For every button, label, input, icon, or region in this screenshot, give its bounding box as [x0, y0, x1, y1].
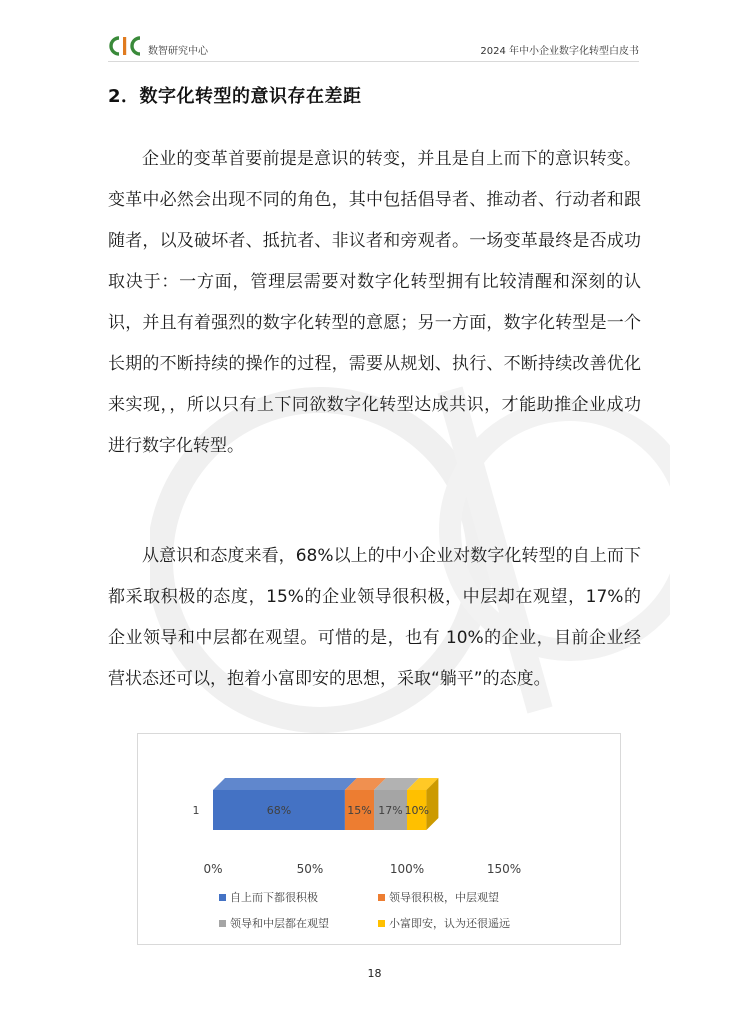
legend-swatch: [219, 894, 226, 901]
data-label: 10%: [404, 804, 429, 817]
document-title: 2024 年中小企业数字化转型白皮书: [480, 46, 639, 57]
x-tick-label: 0%: [203, 862, 223, 876]
body-paragraph: 从意识和态度来看，68%以上的中小企业对数字化转型的自上而下都采取积极的态度，15%的企业领导很积极，中层却在观望，17%的企业领导和中层都在观望。可惜的是，也有 10%的企业，目前企业经营状态还可以，抱着小富即安的思想，采取“躺平”的态度。: [108, 546, 641, 689]
legend-item: [219, 916, 329, 930]
data-label: 68%: [266, 804, 292, 817]
legend-label: 自上而下都很积极: [230, 891, 318, 904]
chart-container: [137, 733, 621, 945]
legend-item: [378, 890, 499, 904]
stacked-bar-chart: [138, 734, 620, 944]
legend-label: 小富即安，认为还很遥远: [389, 917, 510, 930]
x-tick-label: 150%: [486, 862, 522, 876]
x-tick-label: 100%: [389, 862, 425, 876]
body-paragraph: 企业的变革首要前提是意识的转变，并且是自上而下的意识转变。变革中必然会出现不同的角色，其中包括倡导者、推动者、行动者和跟随者，以及破坏者、抵抗者、非议者和旁观者。一场变革最终是否成功取决于：一方面，管理层需要对数字化转型拥有比较清醒和深刻的认识，并且有着强烈的数字化转型的意愿；另一方面，数字化转型是一个长期的不断持续的操作的过程，需要从规划、执行、不断持续改善优化来实现，，所以只有上下同欲数字化转型达成共识，才能助推企业成功进行数字化转型。: [108, 149, 641, 456]
legend-item: [378, 916, 510, 930]
page-header: [108, 34, 639, 60]
category-label: 1: [192, 804, 200, 817]
header-divider: [108, 61, 639, 62]
page-number: 18: [367, 967, 382, 980]
legend-label: 领导和中层都在观望: [230, 917, 329, 930]
org-logo: [108, 34, 144, 58]
data-label: 15%: [347, 804, 372, 817]
data-label: 17%: [378, 804, 403, 817]
legend-swatch: [378, 894, 385, 901]
bar-top-face: [213, 778, 357, 790]
legend-swatch: [219, 920, 226, 927]
legend-label: 领导很积极，中层观望: [389, 891, 499, 904]
org-name: 数智研究中心: [148, 46, 208, 57]
legend-swatch: [378, 920, 385, 927]
x-tick-label: 50%: [296, 862, 324, 876]
section-title: 2．数字化转型的意识存在差距: [108, 86, 362, 107]
legend-item: [219, 890, 318, 904]
